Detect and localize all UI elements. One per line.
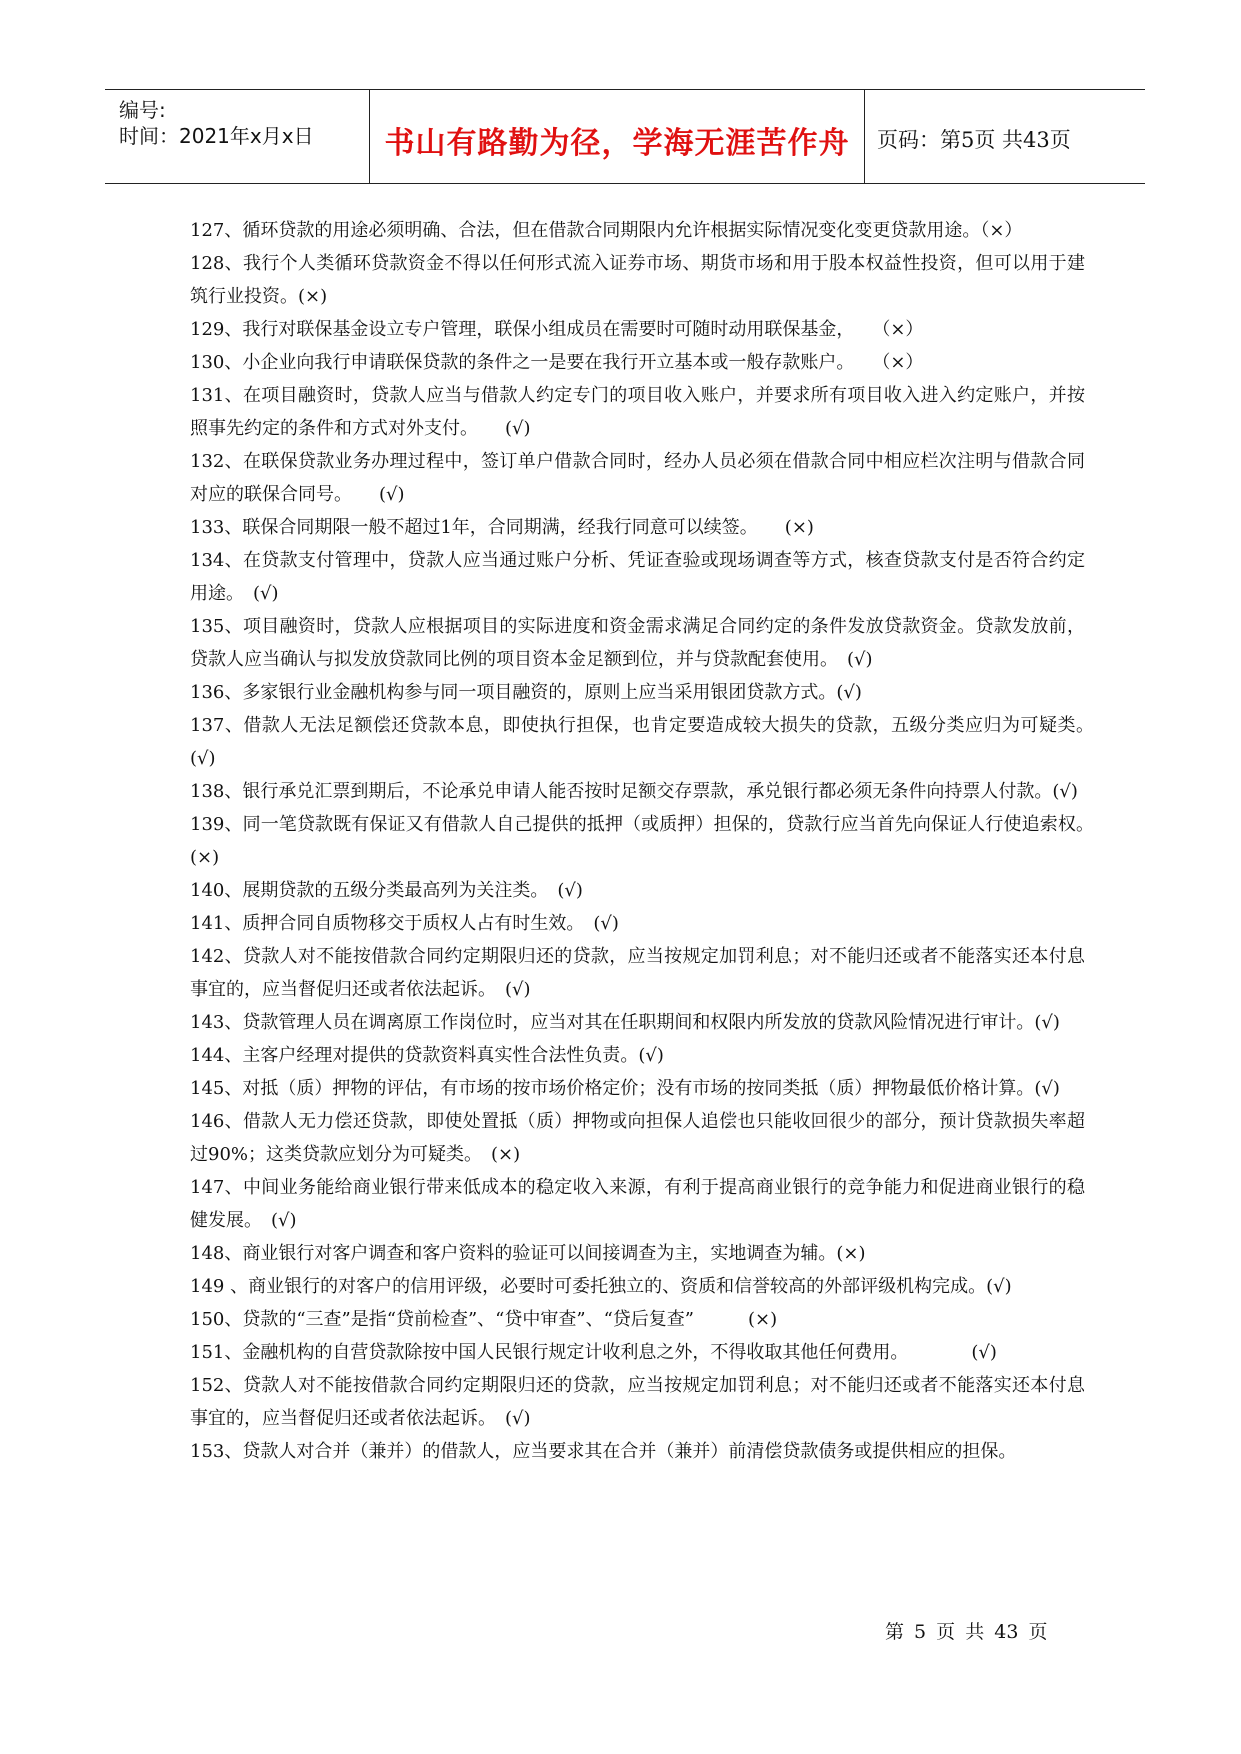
header-page-cell	[865, 90, 1145, 183]
footer-page-number: 第 5 页 共 43 页	[885, 1621, 1048, 1643]
page-header	[105, 89, 1145, 184]
date-label: 时间：2021年x月x日	[119, 124, 314, 148]
question-item: 136、多家银行业金融机构参与同一项目融资的，原则上应当采用银团贷款方式。(√)	[190, 682, 862, 703]
question-item: 141、质押合同自质物移交于质权人占有时生效。 (√)	[190, 913, 619, 934]
question-item: 134、在贷款支付管理中，贷款人应当通过账户分析、凭证查验或现场调查等方式，核查贷款支付是否符合约定用途。 (√)	[190, 550, 1085, 604]
question-item: 140、展期贷款的五级分类最高列为关注类。 (√)	[190, 880, 583, 901]
question-item: 129、我行对联保基金设立专户管理，联保小组成员在需要时可随时动用联保基金， （×）	[190, 319, 924, 340]
header-motto-cell	[370, 90, 865, 183]
question-item: 130、小企业向我行申请联保贷款的条件之一是要在我行开立基本或一般存款账户。 （×）	[190, 352, 924, 373]
question-item: 142、贷款人对不能按借款合同约定期限归还的贷款，应当按规定加罚利息；对不能归还或者不能落实还本付息事宜的，应当督促归还或者依法起诉。 (√)	[190, 946, 1085, 1000]
question-item: 147、中间业务能给商业银行带来低成本的稳定收入来源，有利于提高商业银行的竞争能力和促进商业银行的稳健发展。 (√)	[190, 1177, 1085, 1231]
header-info-cell	[105, 90, 370, 183]
question-item: 127、循环贷款的用途必须明确、合法，但在借款合同期限内允许根据实际情况变化变更贷款用途。（×）	[190, 220, 1023, 241]
question-item: 145、对抵（质）押物的评估，有市场的按市场价格定价；没有市场的按同类抵（质）押物最低价格计算。(√)	[190, 1078, 1060, 1099]
question-list	[190, 214, 1103, 1468]
question-item: 139、同一笔贷款既有保证又有借款人自己提供的抵押（或质押）担保的，贷款行应当首先向保证人行使追索权。 (×)	[190, 814, 1103, 868]
question-item: 131、在项目融资时，贷款人应当与借款人约定专门的项目收入账户，并要求所有项目收入进入约定账户，并按照事先约定的条件和方式对外支付。 (√)	[190, 385, 1085, 439]
question-item: 150、贷款的“三查”是指“贷前检查”、“贷中审查”、“贷后复查” (×)	[190, 1309, 778, 1330]
question-item: 137、借款人无法足额偿还贷款本息，即使执行担保，也肯定要造成较大损失的贷款，五级分类应归为可疑类。 (√)	[190, 715, 1103, 769]
question-item: 144、主客户经理对提供的贷款资料真实性合法性负责。(√)	[190, 1045, 664, 1066]
header-page-number: 页码：第5页 共43页	[877, 128, 1071, 152]
question-item: 148、商业银行对客户调查和客户资料的验证可以间接调查为主，实地调查为辅。(×)	[190, 1243, 866, 1264]
question-item: 146、借款人无力偿还贷款，即使处置抵（质）押物或向担保人追偿也只能收回很少的部分，预计贷款损失率超过90%；这类贷款应划分为可疑类。 (×)	[190, 1111, 1085, 1165]
question-item: 153、贷款人对合并（兼并）的借款人，应当要求其在合并（兼并）前清偿贷款债务或提供相应的担保。	[190, 1441, 1017, 1462]
question-item: 151、金融机构的自营贷款除按中国人民银行规定计收利息之外，不得收取其他任何费用。 (√)	[190, 1342, 997, 1363]
question-item: 128、我行个人类循环贷款资金不得以任何形式流入证券市场、期货市场和用于股本权益性投资，但可以用于建筑行业投资。(×)	[190, 253, 1085, 307]
question-item: 149 、商业银行的对客户的信用评级，必要时可委托独立的、资质和信誉较高的外部评级机构完成。(√)	[190, 1276, 1012, 1297]
question-item: 135、项目融资时，贷款人应根据项目的实际进度和资金需求满足合同约定的条件发放贷款资金。贷款发放前，贷款人应当确认与拟发放贷款同比例的项目资本金足额到位，并与贷款配套使用。 (√)	[190, 616, 1085, 670]
question-item: 133、联保合同期限一般不超过1年，合同期满，经我行同意可以续签。 (×)	[190, 517, 814, 538]
question-item: 143、贷款管理人员在调离原工作岗位时，应当对其在任职期间和权限内所发放的贷款风险情况进行审计。(√)	[190, 1012, 1060, 1033]
motto-text: 书山有路勤为径，学海无涯苦作舟	[384, 126, 850, 161]
serial-number-label: 编号:	[119, 98, 166, 122]
question-item: 138、银行承兑汇票到期后，不论承兑申请人能否按时足额交存票款，承兑银行都必须无条件向持票人付款。(√)	[190, 781, 1078, 802]
question-item: 132、在联保贷款业务办理过程中，签订单户借款合同时，经办人员必须在借款合同中相应栏次注明与借款合同对应的联保合同号。 (√)	[190, 451, 1085, 505]
question-item: 152、贷款人对不能按借款合同约定期限归还的贷款，应当按规定加罚利息；对不能归还或者不能落实还本付息事宜的，应当督促归还或者依法起诉。 (√)	[190, 1375, 1085, 1429]
